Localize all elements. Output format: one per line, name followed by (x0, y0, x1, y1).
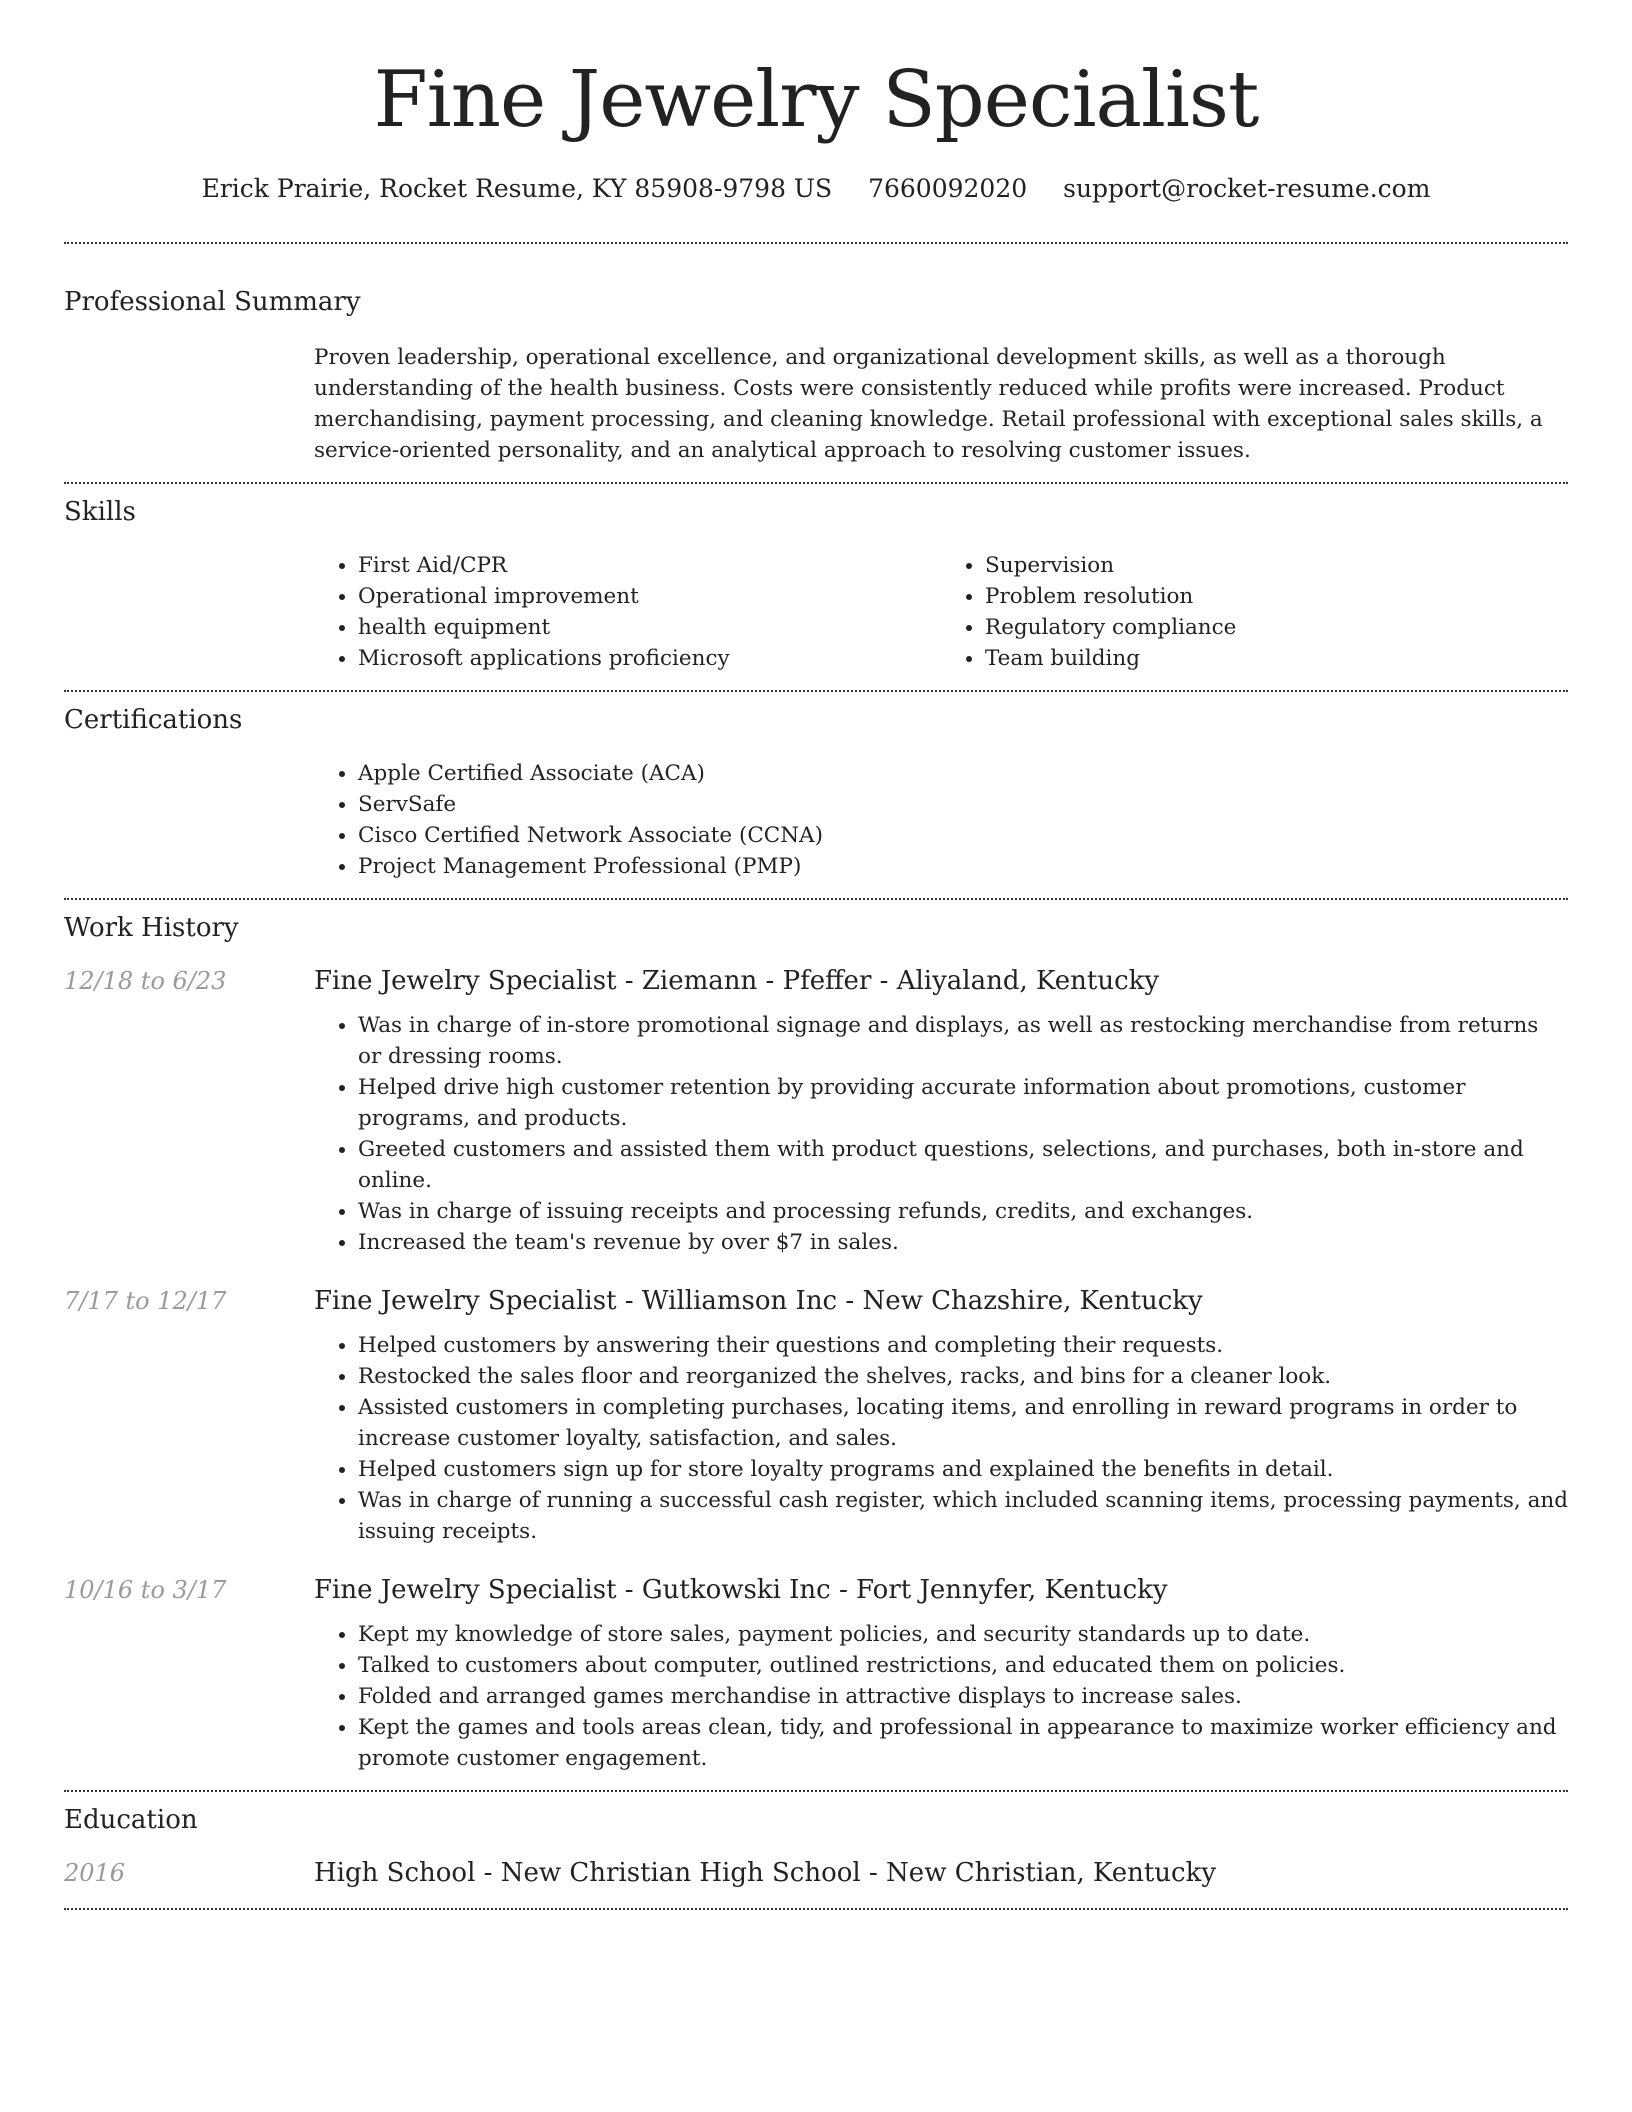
divider (64, 898, 1568, 900)
job-entry (64, 966, 1568, 1258)
job-bullet: • Was in charge of running a successful cash register, which included scanning items, processing payments, and issuing receipts. (358, 1485, 1568, 1547)
skill-item: • Supervision (985, 550, 1568, 581)
job-bullet: • Kept my knowledge of store sales, payment policies, and security standards up to date. (358, 1619, 1568, 1650)
certification-item: • Project Management Professional (PMP) (358, 851, 1568, 882)
section-heading-work-history: Work History (64, 913, 239, 943)
job-bullet: • Was in charge of issuing receipts and processing refunds, credits, and exchanges. (358, 1196, 1568, 1227)
job-header (64, 1286, 1568, 1316)
job-bullet: • Talked to customers about computer, outlined restrictions, and educated them on policies. (358, 1650, 1568, 1681)
job-bullet: • Greeted customers and assisted them with product questions, selections, and purchases, both in-store and online. (358, 1134, 1568, 1196)
job-title: Fine Jewelry Specialist - Gutkowski Inc - Fort Jennyfer, Kentucky (314, 1575, 1168, 1605)
job-bullet: • Helped customers sign up for store loyalty programs and explained the benefits in detail. (358, 1454, 1568, 1485)
job-bullet: • Was in charge of in-store promotional signage and displays, as well as restocking merchandise from returns or dressing rooms. (358, 1010, 1568, 1072)
divider (64, 1790, 1568, 1792)
divider (64, 482, 1568, 484)
certifications-list (314, 758, 1568, 882)
skills-column-1 (314, 550, 941, 674)
section-heading-summary: Professional Summary (64, 287, 361, 317)
contact-email: support@rocket-resume.com (1063, 174, 1431, 203)
job-header (64, 1575, 1568, 1605)
contact-phone: 7660092020 (868, 174, 1028, 203)
summary-text: Proven leadership, operational excellence, and organizational development skills, as well as a thorough understanding of the health business. Costs were consistently reduced while profits were increased. Product merchandising, payment processing, and cleaning knowledge. Retail professional with exceptional sales skills, a service-oriented personality, and an analytical approach to resolving customer issues. (314, 345, 1543, 463)
job-entry (64, 1286, 1568, 1547)
section-heading-certifications: Certifications (64, 705, 243, 735)
certification-item: • ServSafe (358, 789, 1568, 820)
resume-page (64, 0, 1568, 1910)
job-bullet: • Folded and arranged games merchandise in attractive displays to increase sales. (358, 1681, 1568, 1712)
job-bullets (314, 1330, 1568, 1547)
education-entry (64, 1858, 1568, 1888)
job-bullet: • Restocked the sales floor and reorganized the shelves, racks, and bins for a cleaner look. (358, 1361, 1568, 1392)
divider (64, 690, 1568, 692)
education-year: 2016 (64, 1859, 126, 1887)
job-bullet: • Assisted customers in completing purchases, locating items, and enrolling in reward programs in order to increase customer loyalty, satisfaction, and sales. (358, 1392, 1568, 1454)
section-heading-education: Education (64, 1805, 198, 1835)
certification-item: • Cisco Certified Network Associate (CCNA) (358, 820, 1568, 851)
skills-list (314, 550, 1568, 674)
certification-item: • Apple Certified Associate (ACA) (358, 758, 1568, 789)
contact-address: Erick Prairie, Rocket Resume, KY 85908-9798 US (201, 174, 833, 203)
job-bullet: • Kept the games and tools areas clean, tidy, and professional in appearance to maximize worker efficiency and promote customer engagement. (358, 1712, 1568, 1774)
section-heading-skills: Skills (64, 497, 136, 527)
skill-item: • Team building (985, 643, 1568, 674)
skill-item: • health equipment (358, 612, 941, 643)
job-bullet: • Helped drive high customer retention by providing accurate information about promotions, customer programs, and products. (358, 1072, 1568, 1134)
skills-column-2 (941, 550, 1568, 674)
job-bullet: • Helped customers by answering their questions and completing their requests. (358, 1330, 1568, 1361)
education-title: High School - New Christian High School - New Christian, Kentucky (314, 1858, 1217, 1888)
skill-item: • Problem resolution (985, 581, 1568, 612)
skill-item: • Regulatory compliance (985, 612, 1568, 643)
job-bullet: • Increased the team's revenue by over $7 in sales. (358, 1227, 1568, 1258)
job-dates: 12/18 to 6/23 (64, 967, 227, 995)
skill-item: • Microsoft applications proficiency (358, 643, 941, 674)
job-dates: 7/17 to 12/17 (64, 1287, 227, 1315)
contact-line (64, 174, 1568, 204)
job-title: Fine Jewelry Specialist - Ziemann - Pfeffer - Aliyaland, Kentucky (314, 966, 1160, 996)
job-bullets (314, 1619, 1568, 1774)
resume-title: Fine Jewelry Specialist (373, 55, 1259, 145)
job-title: Fine Jewelry Specialist - Williamson Inc - New Chazshire, Kentucky (314, 1286, 1203, 1316)
job-dates: 10/16 to 3/17 (64, 1576, 227, 1604)
divider (64, 1908, 1568, 1910)
skill-item: • First Aid/CPR (358, 550, 941, 581)
job-bullets (314, 1010, 1568, 1258)
divider (64, 242, 1568, 244)
job-header (64, 966, 1568, 996)
job-entry (64, 1575, 1568, 1774)
skill-item: • Operational improvement (358, 581, 941, 612)
